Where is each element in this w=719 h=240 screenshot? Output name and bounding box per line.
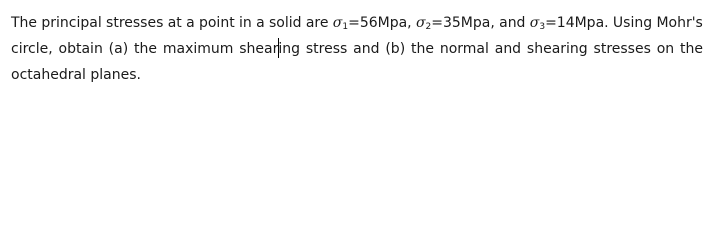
paragraph-line-2 [11, 36, 703, 62]
word: principal [41, 15, 102, 31]
sigma-symbol: σ [332, 15, 343, 31]
word: circle, [11, 41, 53, 57]
sigma-3-expression [530, 10, 609, 36]
subscript: 3 [539, 22, 546, 32]
word: Mohr's [656, 15, 703, 31]
stress-value: =35Mpa, [431, 15, 495, 31]
word: obtain [58, 41, 103, 57]
word: the [680, 41, 703, 57]
sigma-2-expression [416, 10, 495, 36]
paragraph-line-3: octahedral planes. [11, 67, 141, 83]
word: shearing [526, 41, 588, 57]
word: stresses [106, 15, 164, 31]
word: and [494, 41, 522, 57]
stress-value: =14Mpa. [545, 15, 609, 31]
sigma-symbol: σ [415, 15, 426, 31]
word: Using [612, 15, 653, 31]
sigma-symbol: σ [529, 15, 540, 31]
word: the [411, 41, 434, 57]
word-part: ing [278, 41, 301, 57]
word: stresses [593, 41, 651, 57]
word-with-caret [239, 36, 300, 62]
word: and [499, 15, 526, 31]
word: the [134, 41, 158, 57]
paragraph-line-1 [11, 10, 703, 36]
word: maximum [162, 41, 234, 57]
word-part: shear [239, 41, 279, 57]
stress-value: =56Mpa, [348, 15, 412, 31]
problem-paragraph[interactable] [11, 10, 703, 88]
word: a [186, 15, 195, 31]
word: normal [439, 41, 489, 57]
word: (b) [385, 41, 406, 57]
word: point [198, 15, 235, 31]
word: stress [305, 41, 348, 57]
word: (a) [108, 41, 129, 57]
subscript: 2 [425, 22, 432, 32]
word: The [11, 15, 38, 31]
word: a [256, 15, 265, 31]
word: solid [269, 15, 302, 31]
subscript: 1 [342, 22, 349, 32]
word: and [353, 41, 380, 57]
word: in [239, 15, 252, 31]
document-area[interactable] [0, 0, 719, 116]
sigma-1-expression [333, 10, 412, 36]
word: are [305, 15, 329, 31]
word: at [167, 15, 182, 31]
word: on [656, 41, 675, 57]
